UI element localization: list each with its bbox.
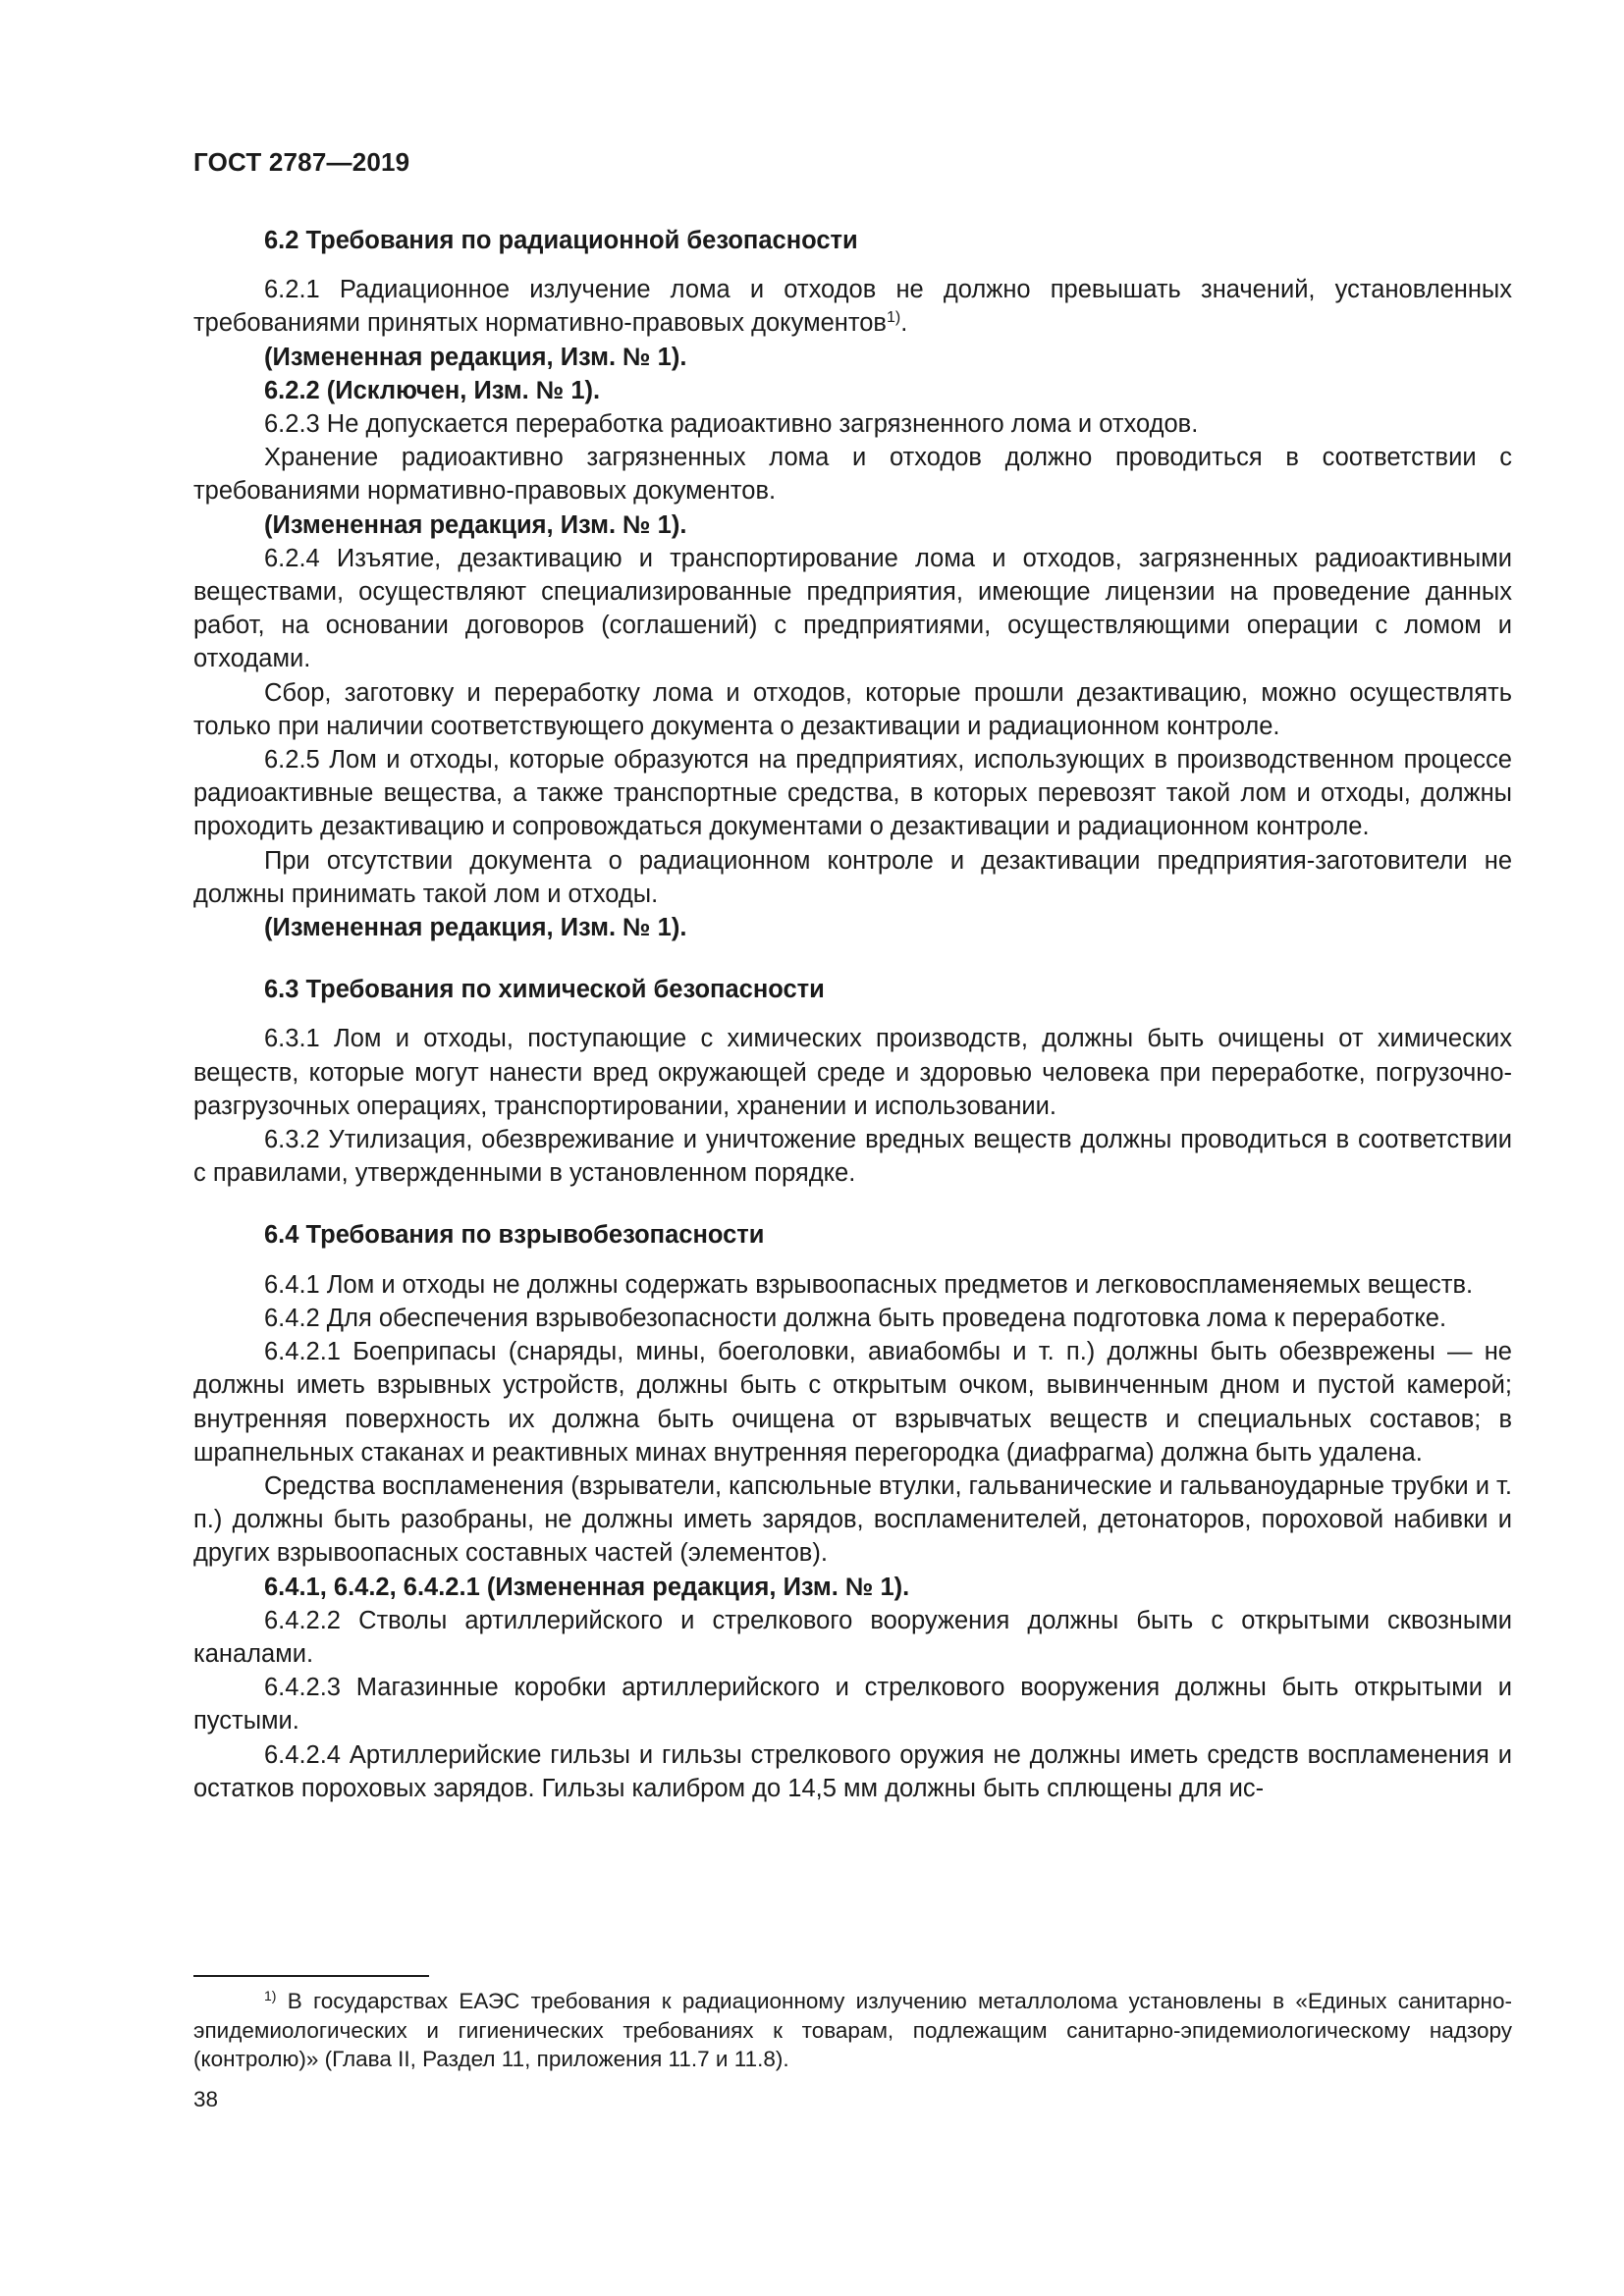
section-heading-6-4: 6.4 Требования по взрывобезопасности <box>264 1221 765 1250</box>
paragraph-6-2-3: 6.2.3 Не допускается переработка радиоактивно загрязненного лома и отходов. <box>264 410 1199 439</box>
document-code-header: ГОСТ 2787—2019 <box>193 147 410 177</box>
paragraph-text-end: . <box>900 309 908 338</box>
amendment-note: (Измененная редакция, Изм. № 1). <box>264 914 687 942</box>
amendment-note: (Измененная редакция, Изм. № 1). <box>264 343 687 371</box>
page-number: 38 <box>193 2087 219 2111</box>
amendment-note: 6.4.1, 6.4.2, 6.4.2.1 (Измененная редакция, Изм. № 1). <box>264 1573 910 1601</box>
section-heading-6-3: 6.3 Требования по химической безопасности <box>264 976 825 1004</box>
paragraph-6-3-1: 6.3.1 Лом и отходы, поступающие с химических производств, должны быть очищены от химических веществ, которые могут нанести вред окружающей среде и здоровью человека при переработке, погрузочно-разгрузочных операциях, транспортировании, хранении и использовании. <box>193 1025 1512 1120</box>
paragraph-6-4-2-4: 6.4.2.4 Артиллерийские гильзы и гильзы стрелкового оружия не должны иметь средств воспламенения и остатков пороховых зарядов. Гильзы калибром до 14,5 мм должны быть сплющены для ис- <box>193 1740 1512 1802</box>
paragraph-6-4-2-3: 6.4.2.3 Магазинные коробки артиллерийского и стрелкового вооружения должны быть открытыми и пустыми. <box>193 1674 1512 1735</box>
paragraph-6-2-5: 6.2.5 Лом и отходы, которые образуются на предприятиях, использующих в производственном процессе радиоактивные вещества, а также транспортные средства, в которых перевозят такой лом и отходы, должны проходить дезактивацию и сопровождаться документами о дезактивации и радиационном контроле. <box>193 746 1512 841</box>
footnote-marker: 1) <box>264 1988 277 2003</box>
paragraph: Сбор, заготовку и переработку лома и отходов, которые прошли дезактивацию, можно осуществлять только при наличии соответствующего документа о дезактивации и радиационном контроле. <box>193 678 1512 740</box>
section-heading-6-2: 6.2 Требования по радиационной безопасности <box>264 227 858 254</box>
paragraph-6-3-2: 6.3.2 Утилизация, обезвреживание и уничтожение вредных веществ должны проводиться в соответствии с правилами, утвержденными в установленном порядке. <box>193 1126 1512 1188</box>
paragraph-6-2-1 <box>193 273 1512 340</box>
footnote-reference[interactable]: 1) <box>886 309 901 327</box>
paragraph: Хранение радиоактивно загрязненных лома и отходов должно проводиться в соответствии с требованиями нормативно-правовых документов. <box>193 444 1512 506</box>
paragraph: Средства воспламенения (взрыватели, капсюльные втулки, гальванические и гальваноударные трубки и т. п.) должны быть разобраны, не должны иметь зарядов, воспламенителей, детонаторов, пороховой набивки и других взрывоопасных составных частей (элементов). <box>193 1471 1512 1568</box>
footnote-text: В государствах ЕАЭС требования к радиационному излучению металлолома установлены в «Единых санитарно-эпидемиологических и гигиенических требованиях к товарам, подлежащим санитарно-эпидемиологическому надзору (контролю)» (Глава II, Раздел 11, приложения 11.7 и 11.8). <box>193 1989 1512 2071</box>
document-body <box>193 224 1512 1805</box>
paragraph-6-4-2-1: 6.4.2.1 Боеприпасы (снаряды, мины, боеголовки, авиабомбы и т. п.) должны быть обезврежены — не должны иметь взрывных устройств, должны быть с открытым очком, вывинченным дном и пустой камерой; внутренняя поверхность их должна быть очищена от взрывчатых веществ и специальных составов; в шрапнельных стаканах и реактивных минах внутренняя перегородка (диафрагма) должна быть удалена. <box>193 1338 1512 1467</box>
footnote-divider <box>193 1975 429 1977</box>
paragraph-6-2-4: 6.2.4 Изъятие, дезактивацию и транспортирование лома и отходов, загрязненных радиоактивными веществами, осуществляют специализированные предприятия, имеющие лицензии на проведение данных работ, на основании договоров (соглашений) с предприятиями, осуществляющими операции с ломом и отходами. <box>193 544 1512 673</box>
paragraph-6-4-1: 6.4.1 Лом и отходы не должны содержать взрывоопасных предметов и легковоспламеняемых веществ. <box>264 1270 1474 1299</box>
paragraph: При отсутствии документа о радиационном контроле и дезактивации предприятия-заготовители не должны принимать такой лом и отходы. <box>193 846 1512 908</box>
paragraph-6-2-2: 6.2.2 (Исключен, Изм. № 1). <box>264 376 601 404</box>
paragraph-6-4-2-2: 6.4.2.2 Стволы артиллерийского и стрелкового вооружения должны быть с открытыми сквозными каналами. <box>193 1606 1512 1668</box>
footnote <box>193 1987 1512 2074</box>
paragraph-text: 6.2.1 Радиационное излучение лома и отходов не должно превышать значений, установленных требованиями принятых нормативно-правовых документов <box>193 276 1512 338</box>
paragraph-6-4-2: 6.4.2 Для обеспечения взрывобезопасности должна быть проведена подготовка лома к переработке. <box>264 1304 1447 1332</box>
amendment-note: (Измененная редакция, Изм. № 1). <box>264 510 687 539</box>
